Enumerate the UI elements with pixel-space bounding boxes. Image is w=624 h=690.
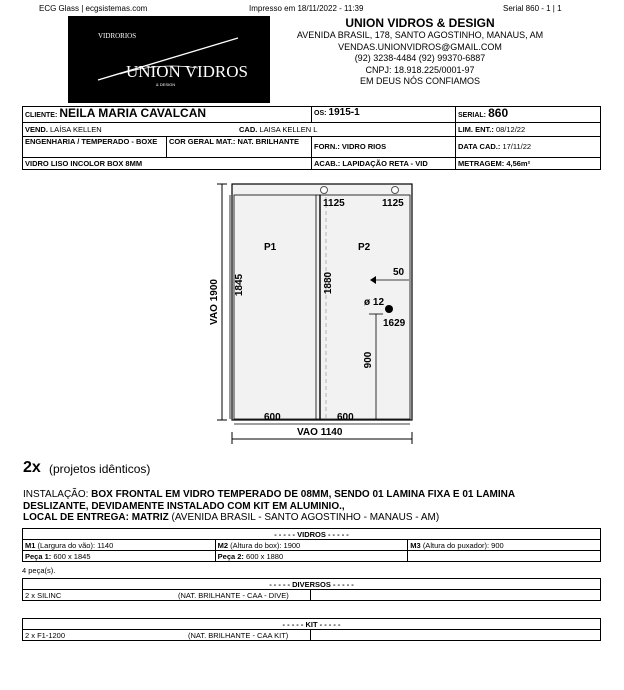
glass-box-drawing [200, 176, 430, 446]
company-cnpj: CNPJ: 18.918.225/0001-97 [365, 64, 475, 75]
logo-sub: & DESIGN [156, 82, 176, 87]
kit-desc: (NAT. BRILHANTE - CAA KIT) [188, 630, 289, 640]
pieces-count: 4 peça(s). [22, 566, 56, 575]
peca2-value: 600 x 1880 [246, 551, 284, 561]
os-label: OS: [314, 110, 327, 117]
order-header-table [22, 106, 601, 170]
label-p1: P1 [264, 242, 277, 253]
peca1-label: Peça 1: [25, 551, 52, 561]
height-p1: 1845 [234, 273, 245, 297]
forn-cell: FORN.: VIDRO RIOS [311, 137, 455, 157]
vao-width: VAO 1140 [297, 427, 343, 438]
serial-label: SERIAL: [458, 112, 486, 119]
cliente-label: CLIENTE: [25, 112, 58, 119]
company-address: AVENIDA BRASIL, 178, SANTO AGOSTINHO, MANAUS, AM [296, 30, 544, 40]
local-text: (AVENIDA BRASIL - SANTO AGOSTINHO - MANAUS - AM) [171, 512, 440, 523]
kit-item: 2 x F1-1200 [25, 630, 66, 640]
vidros-title: - - - - - VIDROS - - - - - [23, 529, 601, 540]
local-label: LOCAL DE ENTREGA: MATRIZ [23, 512, 169, 523]
kit-table [22, 618, 601, 641]
os-number: 1915-1 [328, 107, 360, 118]
company-info [276, 16, 564, 88]
company-email: VENDAS.UNIONVIDROS@GMAIL.COM [338, 41, 502, 52]
handle-height: 900 [363, 351, 374, 369]
printed-date: Impresso em 18/11/2022 - 11:39 [249, 4, 364, 13]
company-logo [68, 16, 270, 103]
dim-1629: 1629 [383, 318, 406, 329]
metragem-cell: METRAGEM: 4,56m² [455, 158, 602, 170]
serial-page: Serial 860 - 1 | 1 [503, 4, 562, 13]
m3-label: M3 [410, 540, 421, 550]
data-cad-label: DATA CAD.: [458, 142, 501, 151]
acab-cell: ACAB.: LAPIDAÇÃO RETA - VID [311, 158, 455, 170]
lim-ent-label: LIM. ENT.: [458, 125, 494, 134]
data-cad-value: 17/11/22 [502, 142, 532, 151]
logo-top-text: VIDRORIOS [98, 32, 137, 40]
company-name: UNION VIDROS & DESIGN [345, 16, 495, 30]
m2-value: (Altura do box): 1900 [230, 540, 301, 550]
instalacao-text: BOX FRONTAL EM VIDRO TEMPERADO DE 08MM, SENDO 01 LAMINA FIXA E 01 LAMINA DESLIZANTE, DEVIDAMENTE INSTALADO COM KIT EM ALUMINIO., [23, 489, 515, 512]
cad-value: LAISA KELLEN L [259, 125, 318, 134]
diversos-table [22, 578, 601, 601]
vidros-table [22, 528, 601, 562]
m1-label: M1 [25, 540, 36, 550]
lim-ent-value: 08/12/22 [495, 125, 526, 134]
handle-hole [385, 305, 393, 313]
label-p2: P2 [358, 242, 371, 253]
quantity: 2x [23, 459, 41, 476]
cad-label: CAD. [239, 125, 258, 134]
height-p2: 1880 [323, 271, 334, 295]
engenharia-cell: ENGENHARIA / TEMPERADO - BOXE [25, 137, 158, 146]
diversos-desc: (NAT. BRILHANTE - CAA - DIVE) [178, 590, 289, 600]
roller-left [321, 187, 328, 194]
dim-hole-diameter: ø 12 [364, 297, 385, 308]
diversos-item: 2 x SILINC [25, 590, 62, 600]
top-dim-2: 1125 [382, 198, 404, 209]
diversos-title: - - - - - DIVERSOS - - - - - [23, 579, 601, 590]
vend-label: VEND. [25, 125, 48, 134]
peca2-label: Peça 2: [217, 551, 244, 561]
vidro-cell: VIDRO LISO INCOLOR BOX 8MM [25, 159, 143, 168]
m1-value: (Largura do vão): 1140 [37, 540, 114, 550]
cor-cell: COR GERAL MAT.: NAT. BRILHANTE [166, 137, 311, 157]
company-phones: (92) 3238-4484 (92) 99370-6887 [354, 53, 486, 64]
vend-value: LAÍSA KELLEN [50, 125, 102, 134]
vao-height: VAO 1900 [209, 279, 220, 325]
dim-50: 50 [393, 267, 405, 278]
roller-right [392, 187, 399, 194]
m2-label: M2 [217, 540, 229, 550]
app-name: ECG Glass | ecgsistemas.com [39, 4, 148, 13]
instalacao-label: INSTALAÇÃO: [23, 489, 89, 500]
top-dim-1: 1125 [323, 198, 345, 209]
logo-brand: UNION VIDROS [126, 62, 248, 81]
kit-title: - - - - - KIT - - - - - [23, 619, 601, 630]
panel-p1 [234, 195, 320, 419]
quantity-note: (projetos idênticos) [49, 462, 151, 476]
instalacao-block [23, 489, 583, 524]
m3-value: (Altura do puxador): 900 [422, 540, 504, 550]
cliente-name: NEILA MARIA CAVALCAN [59, 107, 207, 120]
width-p1: 600 [264, 412, 281, 423]
company-motto: EM DEUS NÓS CONFIAMOS [359, 76, 480, 87]
serial-number: 860 [488, 107, 509, 120]
peca1-value: 600 x 1845 [53, 551, 91, 561]
width-p2: 600 [337, 412, 354, 423]
